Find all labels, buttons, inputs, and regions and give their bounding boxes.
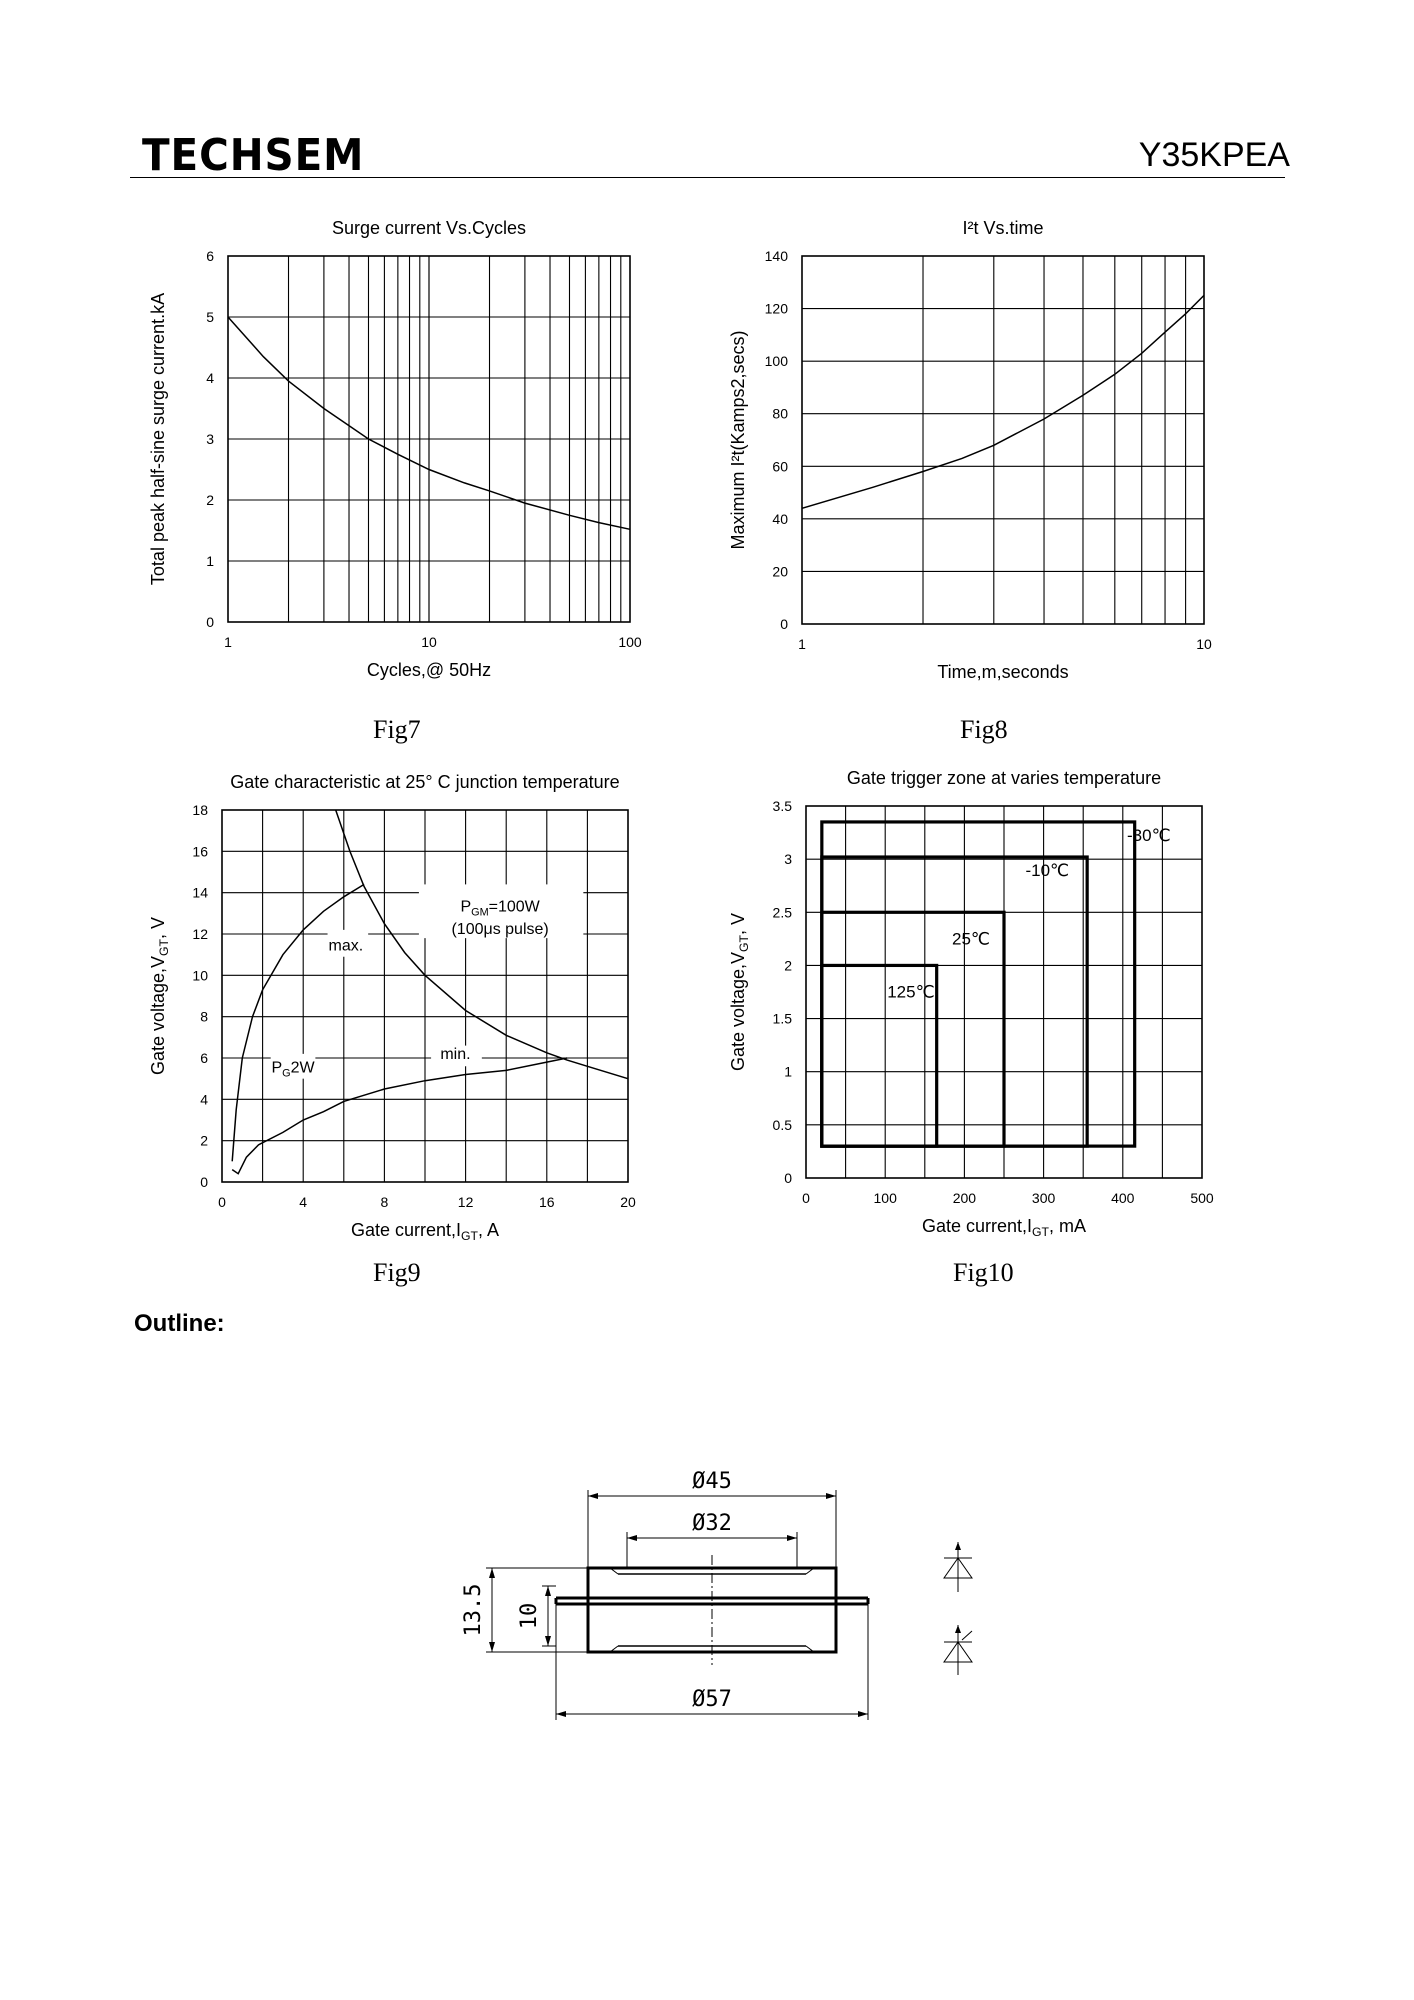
header-rule (130, 177, 1285, 178)
x-tick-label: 16 (539, 1194, 555, 1210)
zone-label-2: 25℃ (951, 929, 990, 949)
y-tick-label: 6 (206, 248, 214, 264)
y-tick-label: 100 (764, 353, 788, 370)
y-tick-label: 16 (192, 843, 208, 860)
chart-title: Gate characteristic at 25° C junction temperature (230, 772, 620, 792)
y-tick-label: 1 (206, 553, 214, 569)
y-tick-label: 12 (192, 926, 208, 942)
zone-rect-1 (822, 857, 1087, 1146)
figure-caption-10: Fig10 (953, 1258, 1014, 1287)
y-tick-label: 2 (200, 1132, 208, 1149)
y-tick-label: 14 (192, 884, 208, 901)
y-tick-label: 20 (772, 563, 788, 580)
figure-caption-7: Fig7 (373, 715, 421, 744)
chart-gate-trigger-zone (720, 760, 1260, 1250)
x-tick-label: 8 (380, 1194, 389, 1210)
x-tick-label: 1 (798, 636, 806, 652)
x-tick-label: 4 (299, 1194, 308, 1210)
y-tick-label: 5 (206, 309, 214, 325)
zone-label-3: 125℃ (887, 982, 935, 1002)
outline-heading: Outline: (134, 1310, 225, 1337)
zone-label-1: -10℃ (1025, 861, 1070, 881)
y-tick-label: 1.5 (772, 1010, 792, 1027)
y-tick-label: 0 (784, 1170, 792, 1186)
zone-label-0: -30℃ (1127, 825, 1171, 845)
chart-surge-current (140, 210, 680, 700)
y-tick-label: 10 (192, 967, 208, 984)
chart-title: Gate trigger zone at varies temperature (846, 768, 1162, 788)
chart-title: I²t Vs.time (962, 218, 1044, 238)
series-line-2 (336, 810, 628, 1079)
y-tick-label: 2 (784, 957, 792, 974)
y-tick-label: 2 (206, 492, 214, 508)
y-tick-label: 60 (772, 458, 788, 475)
figure-caption-9: Fig9 (373, 1258, 421, 1287)
x-tick-label: 100 (873, 1190, 897, 1206)
y-tick-label: 3.5 (772, 798, 792, 814)
x-axis-label: Gate $current,I_{GT}$, A (350, 1220, 500, 1243)
dim-diameter-57: Ø57 (692, 1687, 732, 1712)
y-tick-label: 0 (206, 614, 214, 630)
chart-title: Surge current Vs.Cycles (331, 218, 527, 238)
y-tick-label: 1 (784, 1063, 792, 1080)
y-tick-label: 0 (200, 1174, 208, 1190)
x-tick-label: 200 (952, 1190, 977, 1206)
y-tick-label: 120 (764, 300, 788, 317)
brand-logo: TECHSEM (142, 130, 365, 181)
figure-caption-8: Fig8 (960, 715, 1008, 744)
y-tick-label: 80 (772, 405, 788, 422)
x-axis-label: Gate $current,I_{GT}$, mA (921, 1216, 1087, 1239)
y-tick-label: 18 (192, 802, 208, 818)
y-tick-label: 4 (200, 1091, 208, 1108)
x-tick-label: 100 (618, 634, 642, 650)
y-tick-label: 2.5 (772, 904, 792, 921)
y-tick-label: 3 (784, 851, 792, 868)
x-tick-label: 10 (1196, 636, 1212, 652)
dim-height-10: 10 (517, 1602, 542, 1630)
x-tick-label: 1 (224, 634, 232, 650)
y-axis-label: Gate $voltage,V_{GT}$, V (148, 916, 171, 1076)
x-tick-label: 10 (421, 634, 437, 650)
x-tick-label: 300 (1031, 1190, 1056, 1206)
annotation-pg: $P_G2W$ (271, 1059, 315, 1080)
y-axis-label: Gate $voltage,V_{GT}$, V (728, 912, 751, 1072)
y-tick-label: 140 (764, 248, 788, 264)
x-axis-label: Cycles,@ 50Hz (366, 660, 492, 680)
x-tick-label: 12 (457, 1194, 474, 1210)
annotation-min: min. (440, 1046, 471, 1064)
outline-drawing (450, 1450, 1010, 1730)
x-tick-label: 500 (1190, 1190, 1214, 1206)
annotation-max: max. (328, 937, 364, 955)
y-axis-label: Total peak half-sine surge current.kA (148, 292, 168, 586)
y-tick-label: 40 (772, 510, 788, 527)
annotation-pgm: $P_{GM}=100W$ (460, 898, 540, 919)
x-tick-label: 0 (218, 1194, 226, 1210)
y-axis-label: Maximum I²t(Kamps2,secs) (728, 330, 748, 550)
x-tick-label: 400 (1111, 1190, 1135, 1206)
dim-height-13-5: 13.5 (461, 1583, 486, 1637)
y-tick-label: 6 (200, 1050, 208, 1066)
y-tick-label: 8 (200, 1008, 208, 1025)
y-tick-label: 0.5 (772, 1116, 792, 1133)
dim-diameter-32: Ø32 (692, 1511, 732, 1536)
model-number: Y35KPEA (1138, 136, 1290, 174)
y-tick-label: 0 (780, 616, 788, 632)
chart-gate-characteristic (140, 760, 680, 1250)
x-tick-label: 20 (620, 1194, 636, 1210)
chart-i2t-time (720, 210, 1260, 700)
annotation-pulse: (100μs pulse) (451, 921, 549, 938)
y-tick-label: 3 (206, 431, 214, 447)
dim-diameter-45: Ø45 (692, 1469, 732, 1494)
y-tick-label: 4 (206, 370, 214, 386)
x-tick-label: 0 (802, 1190, 810, 1206)
x-axis-label: Time,m,seconds (937, 662, 1069, 682)
series-line-0 (802, 295, 1204, 508)
